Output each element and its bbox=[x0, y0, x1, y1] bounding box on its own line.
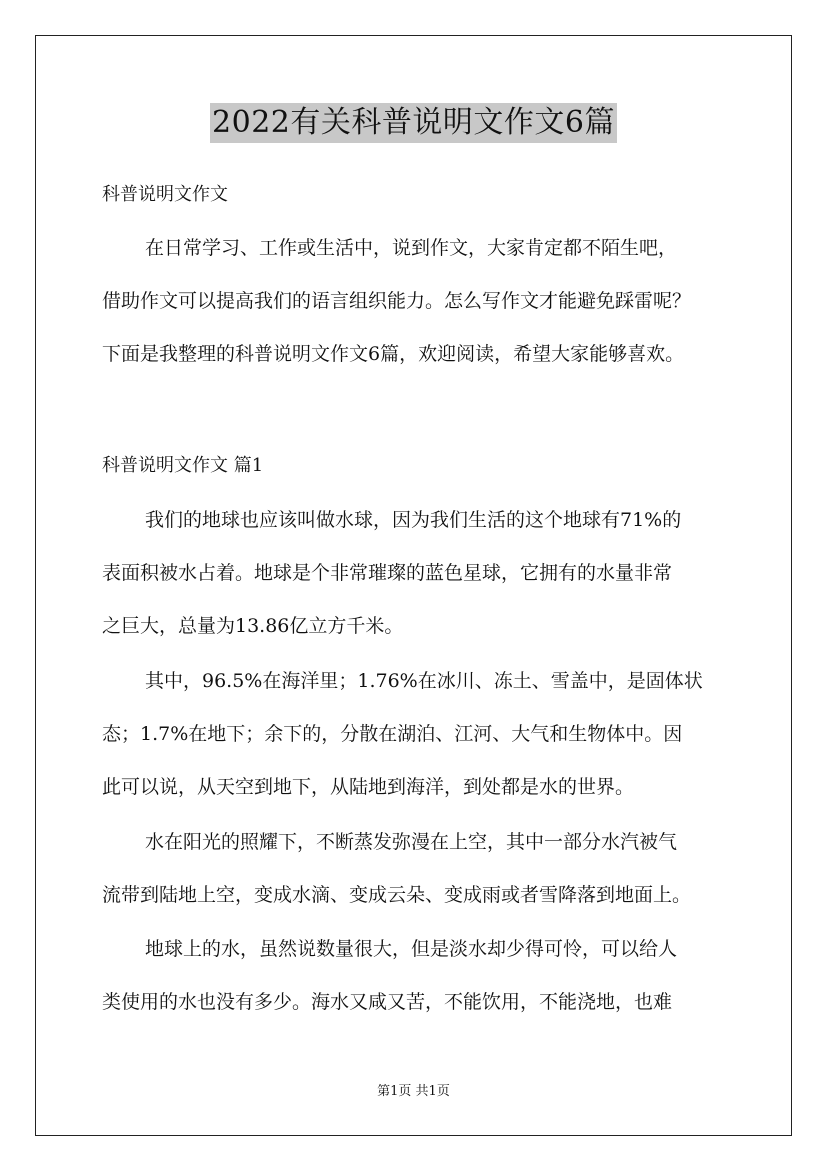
document-heading: 科普说明文作文 bbox=[102, 184, 228, 205]
intro-line-1: 在日常学习、工作或生活中，说到作文，大家肯定都不陌生吧， bbox=[145, 237, 678, 259]
paragraph-1-line-3: 之巨大，总量为13.86亿立方千米。 bbox=[102, 615, 404, 637]
section-heading: 科普说明文作文 篇1 bbox=[102, 455, 264, 476]
title-container bbox=[0, 103, 827, 143]
intro-line-2: 借助作文可以提高我们的语言组织能力。怎么写作文才能避免踩雷呢？ bbox=[102, 290, 692, 312]
paragraph-2-line-1: 其中，96.5%在海洋里；1.76%在冰川、冻土、雪盖中，是固体状 bbox=[145, 670, 703, 692]
paragraph-4-line-2: 类使用的水也没有多少。海水又咸又苦，不能饮用，不能浇地，也难 bbox=[102, 991, 673, 1013]
paragraph-1-line-1: 我们的地球也应该叫做水球，因为我们生活的这个地球有71%的 bbox=[145, 509, 682, 531]
paragraph-4-line-1: 地球上的水，虽然说数量很大，但是淡水却少得可怜，可以给人 bbox=[145, 938, 678, 960]
paragraph-2-line-2: 态；1.7%在地下；余下的，分散在湖泊、江河、大气和生物体中。因 bbox=[102, 723, 683, 745]
document-title: 2022有关科普说明文作文6篇 bbox=[210, 103, 617, 143]
paragraph-2-line-3: 此可以说，从天空到地下，从陆地到海洋，到处都是水的世界。 bbox=[102, 776, 635, 798]
paragraph-3-line-1: 水在阳光的照耀下，不断蒸发弥漫在上空，其中一部分水汽被气 bbox=[145, 831, 678, 853]
page-footer: 第1页 共1页 bbox=[377, 1084, 450, 1099]
paragraph-3-line-2: 流带到陆地上空，变成水滴、变成云朵、变成雨或者雪降落到地面上。 bbox=[102, 884, 692, 906]
paragraph-1-line-2: 表面积被水占着。地球是个非常璀璨的蓝色星球，它拥有的水量非常 bbox=[102, 562, 673, 584]
intro-line-3: 下面是我整理的科普说明文作文6篇，欢迎阅读，希望大家能够喜欢。 bbox=[102, 343, 685, 365]
